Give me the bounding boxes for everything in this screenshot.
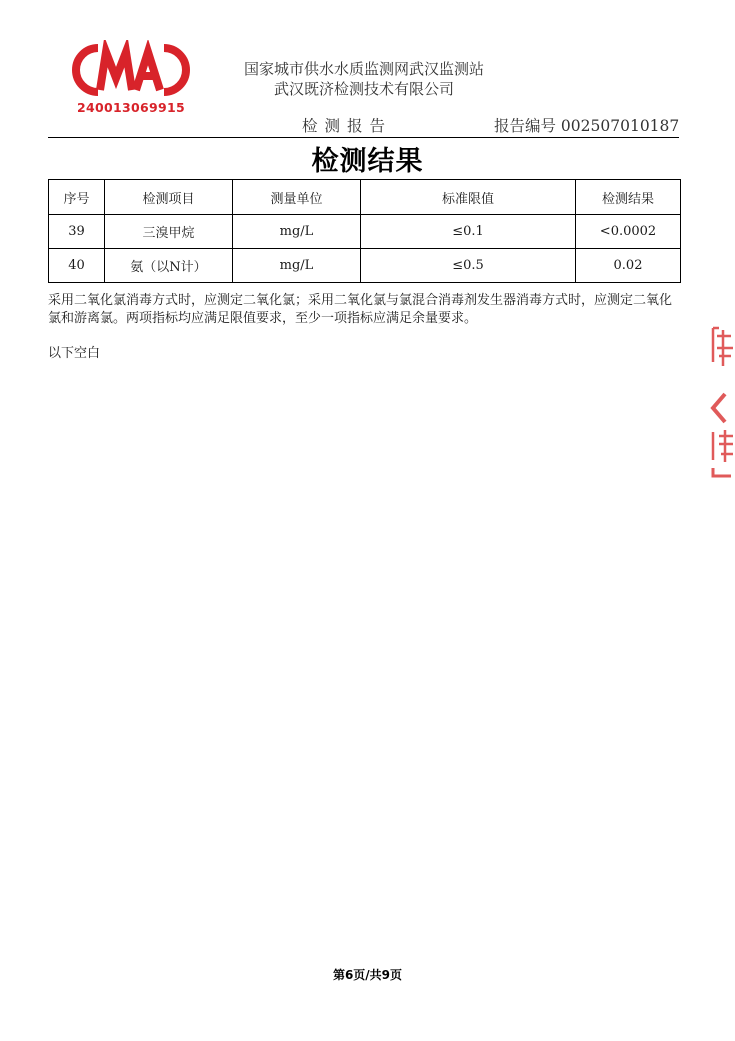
header-result: 检测结果 (576, 180, 681, 215)
results-table (48, 179, 681, 283)
cma-certificate-code: 240013069915 (77, 100, 185, 115)
cell-result: <0.0002 (576, 215, 681, 249)
header-unit: 测量单位 (233, 180, 361, 215)
header-limit: 标准限值 (361, 180, 576, 215)
cma-logo (72, 40, 190, 118)
cell-item: 氨（以N计） (105, 249, 233, 283)
cell-item: 三溴甲烷 (105, 215, 233, 249)
cell-limit: ≤0.5 (361, 249, 576, 283)
table-row (49, 249, 681, 283)
report-number: 报告编号 002507010187 (494, 117, 680, 135)
header-index: 序号 (49, 180, 105, 215)
cell-index: 40 (49, 249, 105, 283)
table-row (49, 215, 681, 249)
cell-result: 0.02 (576, 249, 681, 283)
blank-below-note: 以下空白 (48, 346, 101, 361)
disinfection-note: 采用二氧化氯消毒方式时，应测定二氧化氯；采用二氧化氯与氯混合消毒剂发生器消毒方式时，应测定二氧化氯和游离氯。两项指标均应满足限值要求，至少一项指标应满足余量要求。 (48, 293, 673, 326)
page-number: 第6页/共9页 (332, 968, 403, 982)
cell-unit: mg/L (233, 249, 361, 283)
header-divider (48, 137, 679, 138)
cell-index: 39 (49, 215, 105, 249)
report-type-label: 检测报告 (302, 117, 393, 135)
cell-limit: ≤0.1 (361, 215, 576, 249)
org-name-line1: 国家城市供水水质监测网武汉监测站 (243, 60, 484, 78)
cell-unit: mg/L (233, 215, 361, 249)
org-name-line2: 武汉既济检测技术有限公司 (273, 80, 454, 98)
page-title: 检测结果 (311, 146, 424, 177)
table-header-row (49, 180, 681, 215)
cma-mark-icon (72, 40, 190, 100)
header-item: 检测项目 (105, 180, 233, 215)
seal-stamp-icon (705, 322, 735, 482)
